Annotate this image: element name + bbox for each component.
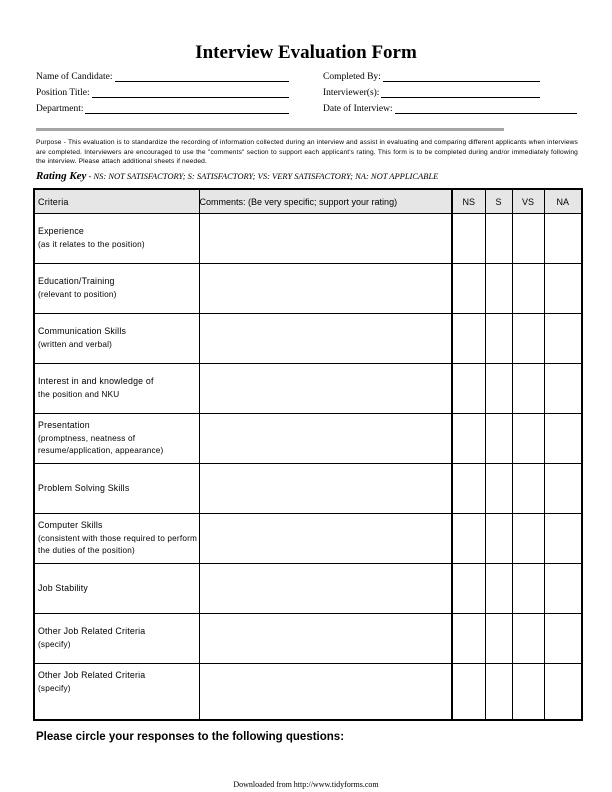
criteria-title: Interest in and knowledge of bbox=[38, 376, 154, 386]
na-checkbox[interactable] bbox=[544, 364, 582, 414]
rating-key-description: - NS: NOT SATISFACTORY; S: SATISFACTORY; VS: VERY SATISFACTORY; NA: NOT APPLICABLE bbox=[86, 171, 439, 181]
na-checkbox[interactable] bbox=[544, 514, 582, 564]
table-row bbox=[34, 364, 582, 414]
criteria-header: Criteria bbox=[34, 189, 199, 214]
criteria-cell bbox=[34, 564, 199, 614]
vs-checkbox[interactable] bbox=[512, 564, 544, 614]
criteria-title: Computer Skills bbox=[38, 520, 103, 530]
rating-key bbox=[36, 170, 438, 182]
ns-checkbox[interactable] bbox=[452, 664, 485, 721]
completed-by-field[interactable] bbox=[323, 70, 540, 82]
s-checkbox[interactable] bbox=[485, 314, 512, 364]
criteria-cell bbox=[34, 614, 199, 664]
vs-checkbox[interactable] bbox=[512, 214, 544, 264]
na-header: NA bbox=[544, 189, 582, 214]
criteria-subtitle: (relevant to position) bbox=[38, 290, 117, 299]
ns-checkbox[interactable] bbox=[452, 364, 485, 414]
criteria-title: Experience bbox=[38, 226, 85, 236]
table-row bbox=[34, 514, 582, 564]
s-checkbox[interactable] bbox=[485, 364, 512, 414]
comments-cell[interactable] bbox=[199, 214, 452, 264]
evaluation-table bbox=[33, 188, 583, 721]
criteria-subtitle: (consistent with those required to perform the duties of the position) bbox=[38, 534, 198, 555]
interview-date-label: Date of Interview: bbox=[323, 104, 393, 114]
criteria-subtitle: the position and NKU bbox=[38, 390, 120, 399]
interviewers-field[interactable] bbox=[323, 86, 540, 98]
vs-checkbox[interactable] bbox=[512, 514, 544, 564]
candidate-name-field[interactable] bbox=[36, 70, 289, 82]
s-checkbox[interactable] bbox=[485, 414, 512, 464]
comments-cell[interactable] bbox=[199, 314, 452, 364]
table-header-row bbox=[34, 189, 582, 214]
criteria-subtitle: (as it relates to the position) bbox=[38, 240, 145, 249]
na-checkbox[interactable] bbox=[544, 664, 582, 721]
purpose-text: Purpose - This evaluation is to standardize the recording of information collected during an interview and assist in evaluating and comparing different applicants when interviews are completed. Interviewers are encouraged to use the "comments" section to support each applicant's rating. This form is to be completed during and/or immediately following the interview. Please attach additional sheets if needed. bbox=[36, 139, 578, 165]
table-row bbox=[34, 214, 582, 264]
criteria-subtitle: (specify) bbox=[38, 684, 71, 693]
ns-checkbox[interactable] bbox=[452, 564, 485, 614]
interviewers-line[interactable] bbox=[381, 87, 540, 98]
table-row bbox=[34, 564, 582, 614]
ns-checkbox[interactable] bbox=[452, 464, 485, 514]
vs-header: VS bbox=[512, 189, 544, 214]
criteria-cell bbox=[34, 414, 199, 464]
footer-download-note: Downloaded from http://www.tidyforms.com bbox=[233, 780, 379, 789]
criteria-title: Job Stability bbox=[38, 583, 89, 593]
form-title: Interview Evaluation Form bbox=[195, 42, 417, 63]
criteria-title: Other Job Related Criteria bbox=[38, 670, 146, 680]
department-line[interactable] bbox=[85, 103, 289, 114]
comments-cell[interactable] bbox=[199, 264, 452, 314]
vs-checkbox[interactable] bbox=[512, 264, 544, 314]
na-checkbox[interactable] bbox=[544, 564, 582, 614]
ns-header: NS bbox=[452, 189, 485, 214]
completed-by-label: Completed By: bbox=[323, 72, 381, 82]
table-row bbox=[34, 614, 582, 664]
criteria-title: Communication Skills bbox=[38, 326, 127, 336]
interview-date-field[interactable] bbox=[323, 102, 577, 114]
comments-header: Comments: (Be very specific; support your rating) bbox=[199, 189, 452, 214]
criteria-cell bbox=[34, 314, 199, 364]
ns-checkbox[interactable] bbox=[452, 614, 485, 664]
criteria-title: Problem Solving Skills bbox=[38, 483, 130, 493]
circle-responses-prompt: Please circle your responses to the following questions: bbox=[36, 731, 345, 743]
criteria-subtitle: (promptness, neatness of resume/application, appearance) bbox=[38, 434, 164, 455]
ns-checkbox[interactable] bbox=[452, 514, 485, 564]
criteria-cell bbox=[34, 364, 199, 414]
criteria-cell bbox=[34, 464, 199, 514]
table-row bbox=[34, 264, 582, 314]
vs-checkbox[interactable] bbox=[512, 364, 544, 414]
ns-checkbox[interactable] bbox=[452, 314, 485, 364]
table-row bbox=[34, 464, 582, 514]
interviewers-label: Interviewer(s): bbox=[323, 88, 380, 98]
criteria-subtitle: (specify) bbox=[38, 640, 71, 649]
candidate-name-line[interactable] bbox=[115, 71, 289, 82]
vs-checkbox[interactable] bbox=[512, 664, 544, 721]
criteria-subtitle: (written and verbal) bbox=[38, 340, 113, 349]
criteria-title: Education/Training bbox=[38, 276, 115, 286]
comments-cell[interactable] bbox=[199, 664, 452, 721]
na-checkbox[interactable] bbox=[544, 264, 582, 314]
completed-by-line[interactable] bbox=[383, 71, 540, 82]
table-row bbox=[34, 314, 582, 364]
candidate-name-label: Name of Candidate: bbox=[36, 72, 113, 82]
comments-cell[interactable] bbox=[199, 614, 452, 664]
criteria-cell bbox=[34, 264, 199, 314]
s-checkbox[interactable] bbox=[485, 614, 512, 664]
na-checkbox[interactable] bbox=[544, 614, 582, 664]
vs-checkbox[interactable] bbox=[512, 314, 544, 364]
criteria-title: Presentation bbox=[38, 420, 90, 430]
table-row bbox=[34, 664, 582, 721]
ns-checkbox[interactable] bbox=[452, 414, 485, 464]
table-row bbox=[34, 414, 582, 464]
na-checkbox[interactable] bbox=[544, 414, 582, 464]
rating-key-title: Rating Key bbox=[36, 170, 87, 182]
s-checkbox[interactable] bbox=[485, 464, 512, 514]
position-title-field[interactable] bbox=[36, 86, 289, 98]
ns-checkbox[interactable] bbox=[452, 214, 485, 264]
s-checkbox[interactable] bbox=[485, 664, 512, 721]
comments-cell[interactable] bbox=[199, 514, 452, 564]
na-checkbox[interactable] bbox=[544, 464, 582, 514]
na-checkbox[interactable] bbox=[544, 314, 582, 364]
vs-checkbox[interactable] bbox=[512, 614, 544, 664]
ns-checkbox[interactable] bbox=[452, 264, 485, 314]
s-checkbox[interactable] bbox=[485, 264, 512, 314]
comments-cell[interactable] bbox=[199, 564, 452, 614]
comments-cell[interactable] bbox=[199, 464, 452, 514]
position-title-line[interactable] bbox=[92, 87, 289, 98]
s-header: S bbox=[485, 189, 512, 214]
criteria-cell bbox=[34, 664, 199, 721]
comments-cell[interactable] bbox=[199, 414, 452, 464]
vs-checkbox[interactable] bbox=[512, 414, 544, 464]
position-title-label: Position Title: bbox=[36, 88, 90, 98]
department-field[interactable] bbox=[36, 102, 289, 114]
department-label: Department: bbox=[36, 104, 84, 114]
na-checkbox[interactable] bbox=[544, 214, 582, 264]
s-checkbox[interactable] bbox=[485, 564, 512, 614]
criteria-title: Other Job Related Criteria bbox=[38, 626, 146, 636]
comments-cell[interactable] bbox=[199, 364, 452, 414]
interview-date-line[interactable] bbox=[395, 103, 577, 114]
section-divider bbox=[36, 128, 504, 131]
s-checkbox[interactable] bbox=[485, 514, 512, 564]
s-checkbox[interactable] bbox=[485, 214, 512, 264]
criteria-cell bbox=[34, 514, 199, 564]
criteria-cell bbox=[34, 214, 199, 264]
vs-checkbox[interactable] bbox=[512, 464, 544, 514]
